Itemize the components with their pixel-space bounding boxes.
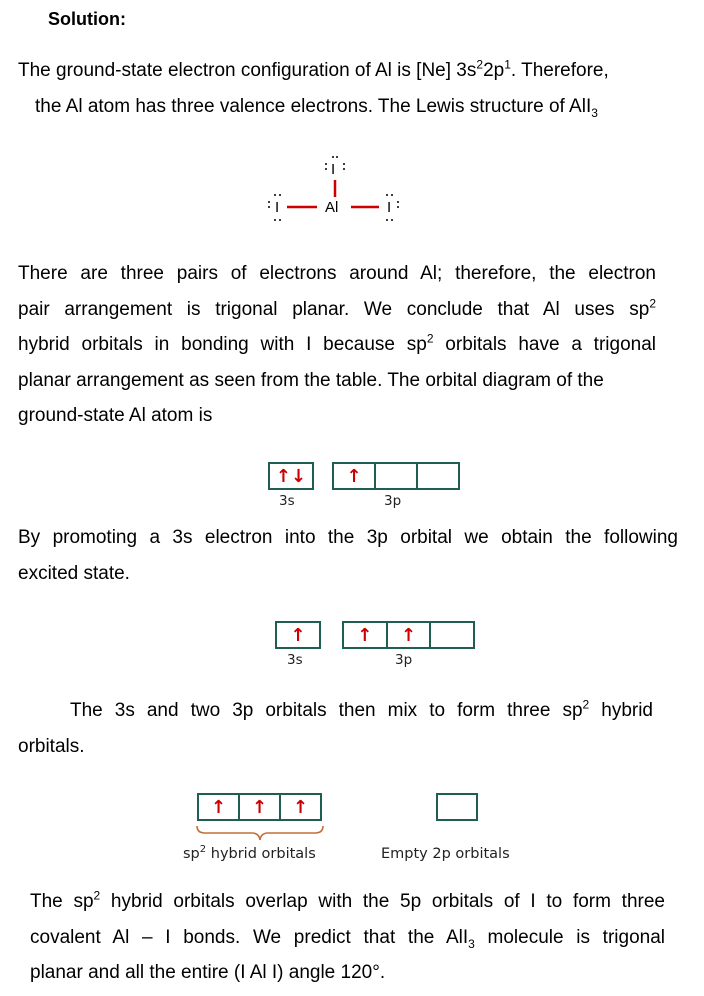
p1-line1: The ground-state electron configuration of Al is [Ne] $3s^22p^1$. Therefore, bbox=[18, 57, 609, 81]
orbital-cell bbox=[374, 464, 416, 488]
curly-brace-icon bbox=[195, 824, 325, 842]
lone-pair-dot bbox=[391, 219, 393, 221]
lone-pair-dot bbox=[343, 163, 345, 165]
orbital-cell bbox=[438, 795, 476, 819]
lone-pair-dot bbox=[274, 194, 276, 196]
p4-line1: The 3s and two 3p orbitals then mix to form three $sp^2$ hybrid bbox=[70, 697, 653, 721]
p2-line3: hybrid orbitals in bonding with I because $sp^2$ orbitals have a trigonal bbox=[18, 331, 656, 355]
left-iodine: I bbox=[275, 199, 280, 216]
lone-pair-dot bbox=[386, 219, 388, 221]
excited-3p-label: 3p bbox=[395, 652, 413, 668]
ground-3p-orbital-box bbox=[332, 462, 460, 490]
lone-pair-dot bbox=[325, 168, 327, 170]
lone-pair-dot bbox=[391, 194, 393, 196]
lone-pair-dot bbox=[336, 156, 338, 158]
orbital-cell: ↑ bbox=[290, 624, 306, 646]
orbital-cell: ↑ bbox=[210, 796, 227, 818]
p5-line3: planar and all the entire (I Al I) angle 120°. bbox=[30, 962, 386, 983]
orbital-cell: ↑ bbox=[357, 624, 373, 646]
p2-line2: pair arrangement is trigonal planar. We conclude that Al uses $sp^2$ bbox=[18, 296, 656, 320]
p5-line1: The $sp^2$ hybrid orbitals overlap with the 5p orbitals of I to form three bbox=[30, 888, 665, 912]
ground-3s-label: 3s bbox=[279, 493, 295, 509]
excited-3s-label: 3s bbox=[287, 652, 303, 668]
lone-pair-dot bbox=[397, 206, 399, 208]
orbital-cell: ↑ bbox=[279, 795, 320, 819]
p3-line1: By promoting a 3s electron into the 3p orbital we obtain the following bbox=[18, 527, 678, 548]
ground-3p-label: 3p bbox=[384, 493, 402, 509]
lone-pair-dot bbox=[279, 194, 281, 196]
empty-2p-orbital-box bbox=[436, 793, 478, 821]
lone-pair-dot bbox=[268, 201, 270, 203]
lone-pair-dot bbox=[279, 219, 281, 221]
p5-line2: covalent Al – I bonds. We predict that the AlI$_3$ molecule is trigonal bbox=[30, 927, 665, 951]
orbital-cell: ↑ bbox=[238, 795, 279, 819]
sp2-hybrid-label: $sp^2$ hybrid orbitals bbox=[183, 844, 316, 862]
orbital-cell: ↑ bbox=[386, 623, 430, 647]
orbital-cell: ↑ bbox=[346, 465, 362, 487]
p2-line1: There are three pairs of electrons around Al; therefore, the electron bbox=[18, 263, 656, 284]
lone-pair-dot bbox=[325, 163, 327, 165]
solution-heading: Solution: bbox=[48, 9, 126, 29]
empty-2p-label: Empty 2p orbitals bbox=[381, 846, 510, 862]
lone-pair-dot bbox=[397, 201, 399, 203]
p2-line5: ground-state Al atom is bbox=[18, 405, 213, 426]
p2-line4: planar arrangement as seen from the table. The orbital diagram of the bbox=[18, 370, 604, 391]
sp2-hybrid-orbital-box bbox=[197, 793, 322, 821]
lewis-structure bbox=[255, 150, 415, 230]
excited-3s-orbital-box bbox=[275, 621, 321, 649]
right-iodine: I bbox=[387, 199, 392, 216]
lone-pair-dot bbox=[274, 219, 276, 221]
p1-line2: the Al atom has three valence electrons. The Lewis structure of AlI$_3$ bbox=[35, 96, 598, 120]
lone-pair-dot bbox=[386, 194, 388, 196]
lone-pair-dot bbox=[268, 206, 270, 208]
p4-line2: orbitals. bbox=[18, 736, 85, 757]
ground-3s-orbital-box bbox=[268, 462, 314, 490]
excited-3p-orbital-box bbox=[342, 621, 475, 649]
orbital-cell bbox=[429, 623, 473, 647]
top-iodine: I bbox=[331, 161, 336, 178]
lewis-structure-svg bbox=[255, 150, 415, 230]
p3-line2: excited state. bbox=[18, 563, 130, 584]
center-al: Al bbox=[325, 199, 339, 216]
orbital-cell: ↑↓ bbox=[275, 465, 307, 487]
orbital-cell bbox=[416, 464, 458, 488]
lone-pair-dot bbox=[332, 156, 334, 158]
lone-pair-dot bbox=[343, 168, 345, 170]
